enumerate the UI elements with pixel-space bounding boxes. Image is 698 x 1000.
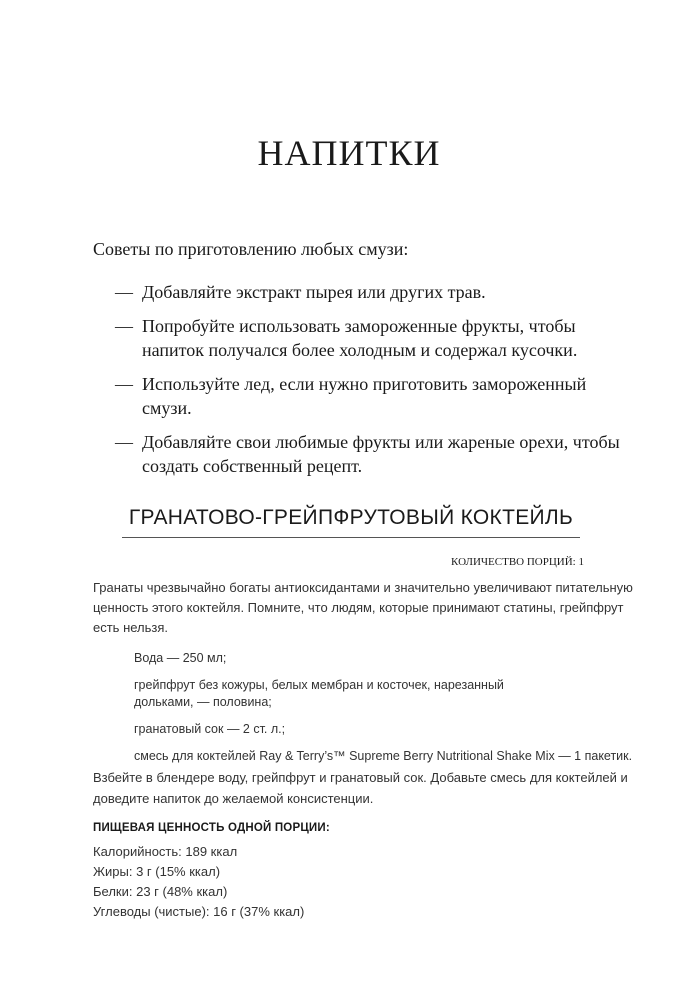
tips-list — [115, 280, 635, 488]
servings-label: КОЛИЧЕСТВО ПОРЦИЙ: 1 — [451, 556, 584, 568]
recipe-title: ГРАНАТОВО-ГРЕЙПФРУТОВЫЙ КОКТЕЙЛЬ — [122, 506, 580, 538]
tip-item — [115, 430, 635, 478]
dash-bullet: — — [115, 316, 133, 336]
tip-text: Используйте лед, если нужно приготовить замороженный смузи. — [142, 374, 587, 418]
tips-intro: Советы по приготовлению любых смузи: — [93, 239, 409, 259]
tip-item — [115, 372, 635, 420]
ingredients-list — [134, 650, 654, 775]
nutrition-item: Калорийность: 189 ккал — [93, 844, 238, 859]
nutrition-list — [93, 842, 304, 922]
recipe-method: Взбейте в блендере воду, грейпфрут и гранатовый сок. Добавьте смесь для коктейлей и доведите напиток до желаемой консистенции. — [93, 770, 628, 806]
recipe-intro: Гранаты чрезвычайно богаты антиоксидантами и значительно увеличивают питательную ценность этого коктейля. Помните, что людям, которые принимают статины, грейпфрут есть нельзя. — [93, 580, 633, 635]
tip-text: Добавляйте свои любимые фрукты или жареные орехи, чтобы создать собственный рецепт. — [142, 432, 620, 476]
nutrition-item: Белки: 23 г (48% ккал) — [93, 884, 228, 899]
dash-bullet: — — [115, 282, 133, 302]
ingredient-item: гранатовый сок — 2 ст. л.; — [134, 722, 286, 736]
nutrition-item: Жиры: 3 г (15% ккал) — [93, 864, 221, 879]
ingredient-item: грейпфрут без кожуры, белых мембран и косточек, нарезанный дольками, — половина; — [134, 678, 504, 709]
tip-text: Добавляйте экстракт пырея или других трав. — [142, 282, 486, 302]
dash-bullet: — — [115, 432, 133, 452]
tip-text: Попробуйте использовать замороженные фрукты, чтобы напиток получался более холодным и содержал кусочки. — [142, 316, 578, 360]
tip-item — [115, 280, 635, 304]
nutrition-heading: ПИЩЕВАЯ ЦЕННОСТЬ ОДНОЙ ПОРЦИИ: — [93, 822, 330, 834]
ingredient-item: Вода — 250 мл; — [134, 651, 227, 665]
ingredient-item: смесь для коктейлей Ray & Terry’s™ Supreme Berry Nutritional Shake Mix — 1 пакетик. — [134, 749, 633, 763]
dash-bullet: — — [115, 374, 133, 394]
tip-item — [115, 314, 635, 362]
nutrition-item: Углеводы (чистые): 16 г (37% ккал) — [93, 904, 305, 919]
chapter-title: НАПИТКИ — [257, 133, 441, 173]
